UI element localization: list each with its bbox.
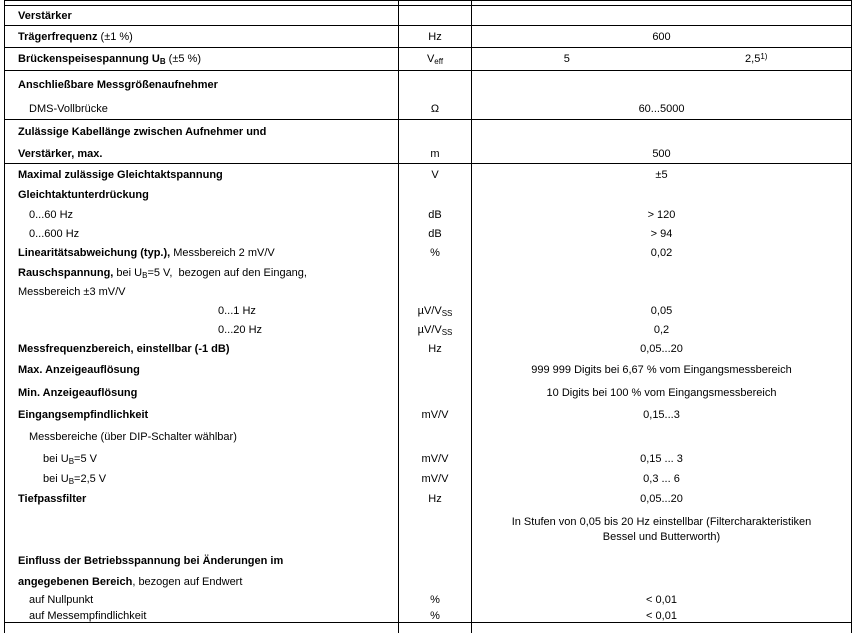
text-segment: V bbox=[431, 168, 439, 181]
unit-cell bbox=[398, 164, 472, 185]
row-eingangsempfindlichkeit bbox=[5, 404, 851, 425]
param-label bbox=[5, 48, 398, 70]
unit-cell bbox=[398, 488, 472, 510]
value-cell bbox=[472, 320, 851, 339]
text-segment: Verstärker, max. bbox=[18, 147, 103, 160]
text-segment: 60...5000 bbox=[638, 103, 685, 115]
text-segment: < 0,01 bbox=[646, 594, 677, 606]
text-segment: =5 V bbox=[74, 452, 97, 465]
value-cell bbox=[472, 99, 851, 119]
row-rauschspannung-zeile-1 bbox=[5, 263, 851, 282]
text-segment: 0,02 bbox=[650, 247, 673, 259]
text-segment: Trägerfrequenz bbox=[18, 30, 98, 43]
text-segment: bei U bbox=[113, 266, 143, 279]
value-cell bbox=[472, 282, 851, 301]
value-cell bbox=[472, 6, 851, 25]
value-cell bbox=[472, 381, 851, 404]
unit-cell bbox=[398, 243, 472, 263]
value-cell bbox=[472, 591, 851, 609]
row-messbereich-ub-2-5v bbox=[5, 469, 851, 488]
param-label bbox=[5, 301, 398, 320]
text-segment: Anschließbare Messgrößenaufnehmer bbox=[18, 79, 218, 91]
row-unterdrueckung-0-60hz bbox=[5, 205, 851, 224]
spec-table bbox=[4, 0, 852, 633]
value-cell bbox=[472, 339, 851, 359]
text-segment: µV/V bbox=[417, 323, 442, 336]
unit-cell bbox=[398, 448, 472, 469]
text-segment: 600 bbox=[652, 30, 671, 43]
value-cell bbox=[472, 572, 851, 591]
row-tiefpassfilter bbox=[5, 488, 851, 510]
text-segment: 0...20 Hz bbox=[218, 323, 263, 336]
row-rauschspannung-0-1hz bbox=[5, 301, 851, 320]
param-label bbox=[5, 144, 398, 163]
text-segment: 0,05 bbox=[650, 304, 673, 317]
unit-cell bbox=[398, 48, 472, 70]
row-anschliessbare-aufnehmer bbox=[5, 71, 851, 99]
text-segment: Messbereich ±3 mV/V bbox=[18, 285, 126, 298]
text-segment: In Stufen von 0,05 bis 20 Hz einstellbar (Filtercharakteristiken bbox=[511, 516, 812, 528]
row-einfluss-auf-nullpunkt bbox=[5, 591, 851, 609]
value-cell bbox=[472, 448, 851, 469]
param-label bbox=[5, 243, 398, 263]
text-segment: auf Messempfindlichkeit bbox=[29, 609, 147, 622]
value-cell bbox=[472, 404, 851, 425]
text-segment: % bbox=[430, 594, 440, 606]
text-segment: % bbox=[430, 247, 440, 259]
text-segment: 0,05...20 bbox=[640, 493, 683, 505]
value-line bbox=[472, 530, 851, 545]
row-messfrequenzbereich bbox=[5, 339, 851, 359]
param-label bbox=[5, 609, 398, 622]
text-segment: µV/V bbox=[417, 304, 442, 317]
text-segment: % bbox=[430, 609, 440, 622]
param-label bbox=[5, 71, 398, 99]
unit-cell bbox=[398, 550, 472, 572]
text-segment: Einfluss der Betriebsspannung bei Änderungen im bbox=[18, 555, 284, 567]
value-cell bbox=[472, 144, 851, 163]
unit-cell bbox=[398, 301, 472, 320]
text-segment: bei U bbox=[43, 452, 69, 465]
row-einfluss-auf-messempfindlichkeit bbox=[5, 609, 851, 623]
param-label bbox=[5, 623, 398, 633]
unit-cell bbox=[398, 510, 472, 550]
value-cell bbox=[472, 243, 851, 263]
param-label bbox=[5, 282, 398, 301]
value-cell bbox=[472, 425, 851, 448]
value-cell bbox=[472, 185, 851, 205]
row-verstaerker-header bbox=[5, 6, 851, 26]
text-segment: mV/V bbox=[421, 408, 449, 421]
param-label bbox=[5, 591, 398, 609]
text-segment: m bbox=[430, 147, 440, 160]
param-label bbox=[5, 359, 398, 381]
text-segment: Messbereiche (über DIP-Schalter wählbar) bbox=[29, 430, 237, 443]
text-segment: Brückenspeisespannung U bbox=[18, 53, 160, 65]
unit-cell bbox=[398, 144, 472, 163]
param-label bbox=[5, 263, 398, 282]
text-segment: Maximal zulässige Gleichtaktspannung bbox=[18, 168, 223, 181]
value-cell bbox=[472, 205, 851, 224]
row-max-anzeigeaufloesung bbox=[5, 359, 851, 381]
param-label bbox=[5, 469, 398, 488]
unit-cell bbox=[398, 263, 472, 282]
param-label bbox=[5, 572, 398, 591]
text-segment: Gleichtaktunterdrückung bbox=[18, 189, 149, 201]
param-label bbox=[5, 339, 398, 359]
value-cell bbox=[472, 301, 851, 320]
text-segment: DMS-Vollbrücke bbox=[29, 103, 108, 115]
unit-cell bbox=[398, 572, 472, 591]
text-segment: 0,2 bbox=[653, 323, 670, 336]
value-cell bbox=[472, 48, 851, 70]
param-label bbox=[5, 1, 398, 5]
unit-cell bbox=[398, 381, 472, 404]
text-segment: =5 V, bezogen auf den Eingang, bbox=[147, 266, 307, 279]
text-segment: dB bbox=[428, 227, 442, 240]
param-label bbox=[5, 205, 398, 224]
unit-cell bbox=[398, 99, 472, 119]
text-segment: Rauschspannung, bbox=[18, 266, 114, 279]
param-label bbox=[5, 550, 398, 572]
text-segment: dB bbox=[428, 208, 442, 221]
text-segment: SS bbox=[441, 308, 453, 318]
param-label bbox=[5, 26, 398, 47]
value-cell bbox=[472, 359, 851, 381]
param-label bbox=[5, 381, 398, 404]
param-label bbox=[5, 510, 398, 550]
param-label bbox=[5, 6, 398, 25]
text-segment: B bbox=[68, 476, 75, 486]
value-cell bbox=[472, 609, 851, 622]
value-cell bbox=[472, 224, 851, 243]
value-cell bbox=[472, 510, 851, 550]
unit-cell bbox=[398, 185, 472, 205]
value-lines bbox=[472, 515, 851, 545]
unit-cell bbox=[398, 404, 472, 425]
param-label bbox=[5, 99, 398, 119]
text-segment: Tiefpassfilter bbox=[18, 493, 87, 505]
value-cell bbox=[472, 1, 851, 5]
unit-cell bbox=[398, 120, 472, 144]
value-cell bbox=[472, 164, 851, 185]
text-segment: 10 Digits bei 100 % vom Eingangsmessbereich bbox=[546, 386, 777, 399]
row-linearitaetsabweichung bbox=[5, 243, 851, 263]
text-segment: Hz bbox=[428, 343, 442, 355]
unit-cell bbox=[398, 425, 472, 448]
param-label bbox=[5, 120, 398, 144]
unit-cell bbox=[398, 224, 472, 243]
param-label bbox=[5, 404, 398, 425]
row-kabellaenge-zeile-2 bbox=[5, 144, 851, 164]
text-segment: 0,3 ... 6 bbox=[643, 472, 680, 485]
value-cell bbox=[472, 120, 851, 144]
row-gleichtaktunterdrueckung bbox=[5, 185, 851, 205]
text-segment: bei U bbox=[43, 472, 69, 485]
value-cell bbox=[472, 488, 851, 510]
text-segment: 0,15 ... 3 bbox=[640, 452, 683, 465]
text-segment: (±5 %) bbox=[165, 53, 201, 65]
text-segment: =2,5 V bbox=[74, 472, 107, 485]
text-segment: B bbox=[68, 456, 75, 466]
row-gleichtaktspannung bbox=[5, 164, 851, 185]
unit-cell bbox=[398, 591, 472, 609]
text-segment: ±5 bbox=[655, 168, 668, 181]
unit-cell bbox=[398, 282, 472, 301]
text-segment: B bbox=[159, 57, 166, 66]
row-messbereich-ub-5v bbox=[5, 448, 851, 469]
text-segment: (±1 %) bbox=[97, 30, 133, 43]
param-label bbox=[5, 224, 398, 243]
text-segment: auf Nullpunkt bbox=[29, 594, 94, 606]
text-segment: Eingangsempfindlichkeit bbox=[18, 408, 149, 421]
text-segment: SS bbox=[441, 327, 453, 337]
text-segment: 5 bbox=[563, 53, 570, 65]
text-segment: 0...60 Hz bbox=[29, 208, 74, 221]
param-label bbox=[5, 488, 398, 510]
row-min-anzeigeaufloesung bbox=[5, 381, 851, 404]
row-unterdrueckung-0-600hz bbox=[5, 224, 851, 243]
row-einfluss-betriebsspannung-zeile-1 bbox=[5, 550, 851, 572]
text-segment: , bezogen auf Endwert bbox=[132, 575, 243, 588]
param-label bbox=[5, 320, 398, 339]
text-segment: 999 999 Digits bei 6,67 % vom Eingangsmessbereich bbox=[531, 364, 792, 376]
value-line bbox=[472, 515, 851, 530]
unit-cell bbox=[398, 320, 472, 339]
unit-cell bbox=[398, 339, 472, 359]
unit-cell bbox=[398, 6, 472, 25]
text-segment: Hz bbox=[428, 493, 442, 505]
row-dms-vollbruecke bbox=[5, 99, 851, 120]
text-segment: Zulässige Kabellänge zwischen Aufnehmer und bbox=[18, 126, 267, 138]
unit-cell bbox=[398, 359, 472, 381]
text-segment: V bbox=[426, 53, 435, 65]
unit-cell bbox=[398, 205, 472, 224]
text-segment: mV/V bbox=[421, 472, 449, 485]
text-segment: Messfrequenzbereich, einstellbar (-1 dB) bbox=[18, 343, 230, 355]
text-segment: Hz bbox=[428, 30, 442, 43]
text-segment: 2,5 bbox=[745, 52, 761, 65]
param-label bbox=[5, 164, 398, 185]
row-bottom-clipped-row bbox=[5, 623, 851, 633]
text-segment: angegebenen Bereich bbox=[18, 575, 133, 588]
unit-cell bbox=[398, 469, 472, 488]
text-segment: 0,15...3 bbox=[643, 408, 680, 421]
value-cell bbox=[472, 623, 851, 633]
unit-cell bbox=[398, 609, 472, 622]
text-segment: Ω bbox=[430, 103, 440, 115]
text-segment: Min. Anzeigeauflösung bbox=[18, 386, 138, 399]
unit-cell bbox=[398, 1, 472, 5]
unit-cell bbox=[398, 26, 472, 47]
value-cell bbox=[472, 71, 851, 99]
row-kabellaenge-zeile-1 bbox=[5, 120, 851, 144]
value-half bbox=[472, 53, 662, 65]
value-half bbox=[662, 53, 852, 66]
text-segment: 1) bbox=[760, 51, 768, 61]
row-traegerfrequenz bbox=[5, 26, 851, 48]
text-segment: B bbox=[142, 270, 148, 280]
text-segment: 0...1 Hz bbox=[218, 304, 256, 317]
row-rauschspannung-zeile-2 bbox=[5, 282, 851, 301]
value-cell bbox=[472, 469, 851, 488]
row-rauschspannung-0-20hz bbox=[5, 320, 851, 339]
unit-cell bbox=[398, 71, 472, 99]
text-segment: Verstärker bbox=[18, 9, 72, 22]
unit-cell bbox=[398, 623, 472, 633]
text-segment: mV/V bbox=[421, 452, 449, 465]
row-messbereiche-dip bbox=[5, 425, 851, 448]
param-label bbox=[5, 448, 398, 469]
text-segment: Max. Anzeigeauflösung bbox=[18, 364, 140, 376]
param-label bbox=[5, 185, 398, 205]
text-segment: < 0,01 bbox=[646, 609, 677, 622]
text-segment: 0,05...20 bbox=[640, 343, 683, 355]
text-segment: eff bbox=[434, 57, 444, 66]
text-segment: Messbereich 2 mV/V bbox=[170, 247, 275, 259]
value-cell bbox=[472, 26, 851, 47]
row-brueckenspeisespannung bbox=[5, 48, 851, 71]
param-label bbox=[5, 425, 398, 448]
text-segment: > 94 bbox=[650, 227, 673, 240]
text-segment: Bessel und Butterworth) bbox=[602, 531, 721, 543]
value-cell bbox=[472, 550, 851, 572]
text-segment: 0...600 Hz bbox=[29, 227, 80, 240]
value-cell bbox=[472, 263, 851, 282]
text-segment: > 120 bbox=[647, 208, 676, 221]
text-segment: Linearitätsabweichung (typ.), bbox=[18, 247, 171, 259]
row-tiefpassfilter-stufen bbox=[5, 510, 851, 550]
row-einfluss-betriebsspannung-zeile-2 bbox=[5, 572, 851, 591]
text-segment: 500 bbox=[652, 147, 671, 160]
